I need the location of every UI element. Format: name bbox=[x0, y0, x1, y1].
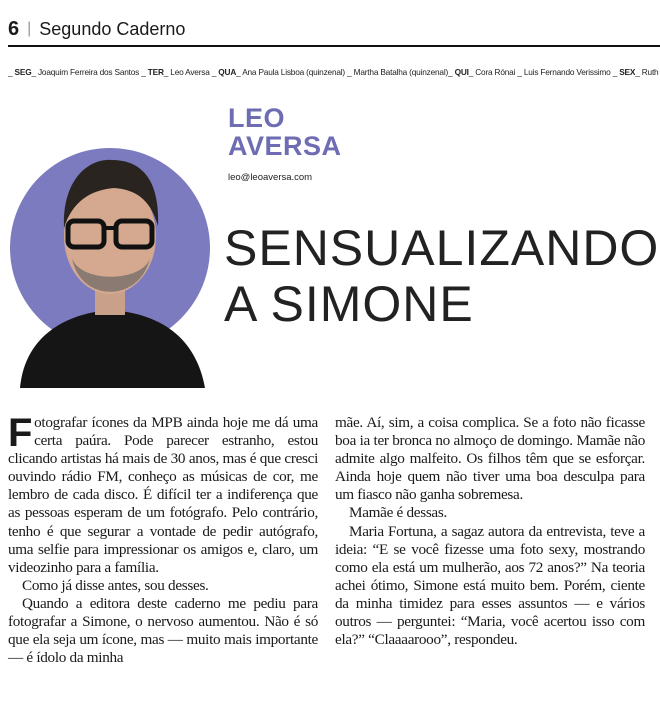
schedule-names-qui: Cora Rónai _ Luis Fernando Verissimo bbox=[475, 67, 611, 77]
article-paragraph: Como já disse antes, sou desses. bbox=[22, 576, 209, 594]
headline-line-2: A SIMONE bbox=[224, 276, 474, 332]
schedule-day-qua: QUA bbox=[218, 67, 237, 77]
article-column-2 bbox=[335, 414, 645, 649]
schedule-day-sex: SEX bbox=[619, 67, 636, 77]
article-headline bbox=[224, 220, 660, 332]
author-photo bbox=[10, 118, 210, 388]
schedule-day-ter: TER bbox=[147, 67, 164, 77]
article-paragraph bbox=[8, 411, 318, 577]
author-portrait-illustration bbox=[10, 118, 210, 388]
article-column-1 bbox=[8, 411, 318, 667]
author-last-name: AVERSA bbox=[228, 131, 342, 161]
article-paragraph: Mamãe é dessas. bbox=[349, 504, 447, 522]
schedule-prefix: _ bbox=[8, 67, 13, 77]
page-header bbox=[8, 14, 660, 44]
article-paragraph: Maria Fortuna, a sagaz autora da entrevista, teve a ideia: “E se você fizesse uma foto sexy, mostrando como ela está um mulherão, aos 72 anos?” Na teoria achei ótimo, Simone está muito bem. Porém, ciente da minha timidez para esses assuntos — e vários outros — perguntei: “Maria, você acertou isso com ela?” “Claaaarooo”, respondeu. bbox=[335, 522, 645, 649]
headline-line-1: SENSUALIZANDO bbox=[224, 220, 660, 276]
columnist-schedule: _ SEG_ Joaquim Ferreira dos Santos _ TER_ Leo Aversa _ QUA_ Ana Paula Lisboa (quinzenal) _ Martha Batalha (quinzenal)_ QUI_ Cora Rónai _ Luis Fernando Verissimo _ SEX_ Ruth bbox=[8, 67, 659, 77]
header-rule bbox=[8, 45, 660, 47]
section-name: Segundo Caderno bbox=[39, 18, 186, 39]
drop-cap: F bbox=[8, 411, 33, 455]
schedule-names-sex: Ruth bbox=[641, 67, 659, 77]
paragraph-text: otografar ícones da MPB ainda hoje me dá uma certa paúra. Pode parecer estranho, estou clicando artistas há mais de 30 anos, mas é que cresci ouvindo rádio FM, conheço as músicas de cor, me lembro de cada disco. É difícil ter a indiferença que as pessoas esperam de um fotógrafo. Pelo contrário, tenho é que segurar a vontade de pedir autógrafo, uma selfie para impressionar os amigos e, claro, um videozinho para a família. bbox=[8, 414, 318, 576]
author-first-name: LEO bbox=[228, 103, 286, 133]
schedule-names-qua: Ana Paula Lisboa (quinzenal) _ Martha Batalha (quinzenal) bbox=[242, 67, 449, 77]
schedule-day-seg: SEG bbox=[14, 67, 32, 77]
author-email[interactable]: leo@leoaversa.com bbox=[228, 172, 313, 183]
article-paragraph: Quando a editora deste caderno me pediu para fotografar a Simone, o nervoso aumentou. Não é só que ela seja um ícone, mas — muito mais importante — é ídolo da minha bbox=[8, 594, 318, 667]
schedule-day-qui: QUI bbox=[454, 67, 469, 77]
page-number: 6 bbox=[8, 17, 20, 40]
schedule-names-seg: Joaquim Ferreira dos Santos bbox=[37, 67, 140, 77]
author-name bbox=[228, 104, 342, 160]
schedule-names-ter: Leo Aversa bbox=[170, 67, 210, 77]
article-paragraph: mãe. Aí, sim, a coisa complica. Se a foto não ficasse boa ia ter bronca no almoço de domingo. Mamãe não admite algo malfeito. Os filhos têm que se esforçar. Ainda hoje quem não tiver uma boa desculpa para um fiasco não ganha sobremesa. bbox=[335, 414, 645, 504]
header-separator: | bbox=[27, 20, 32, 37]
